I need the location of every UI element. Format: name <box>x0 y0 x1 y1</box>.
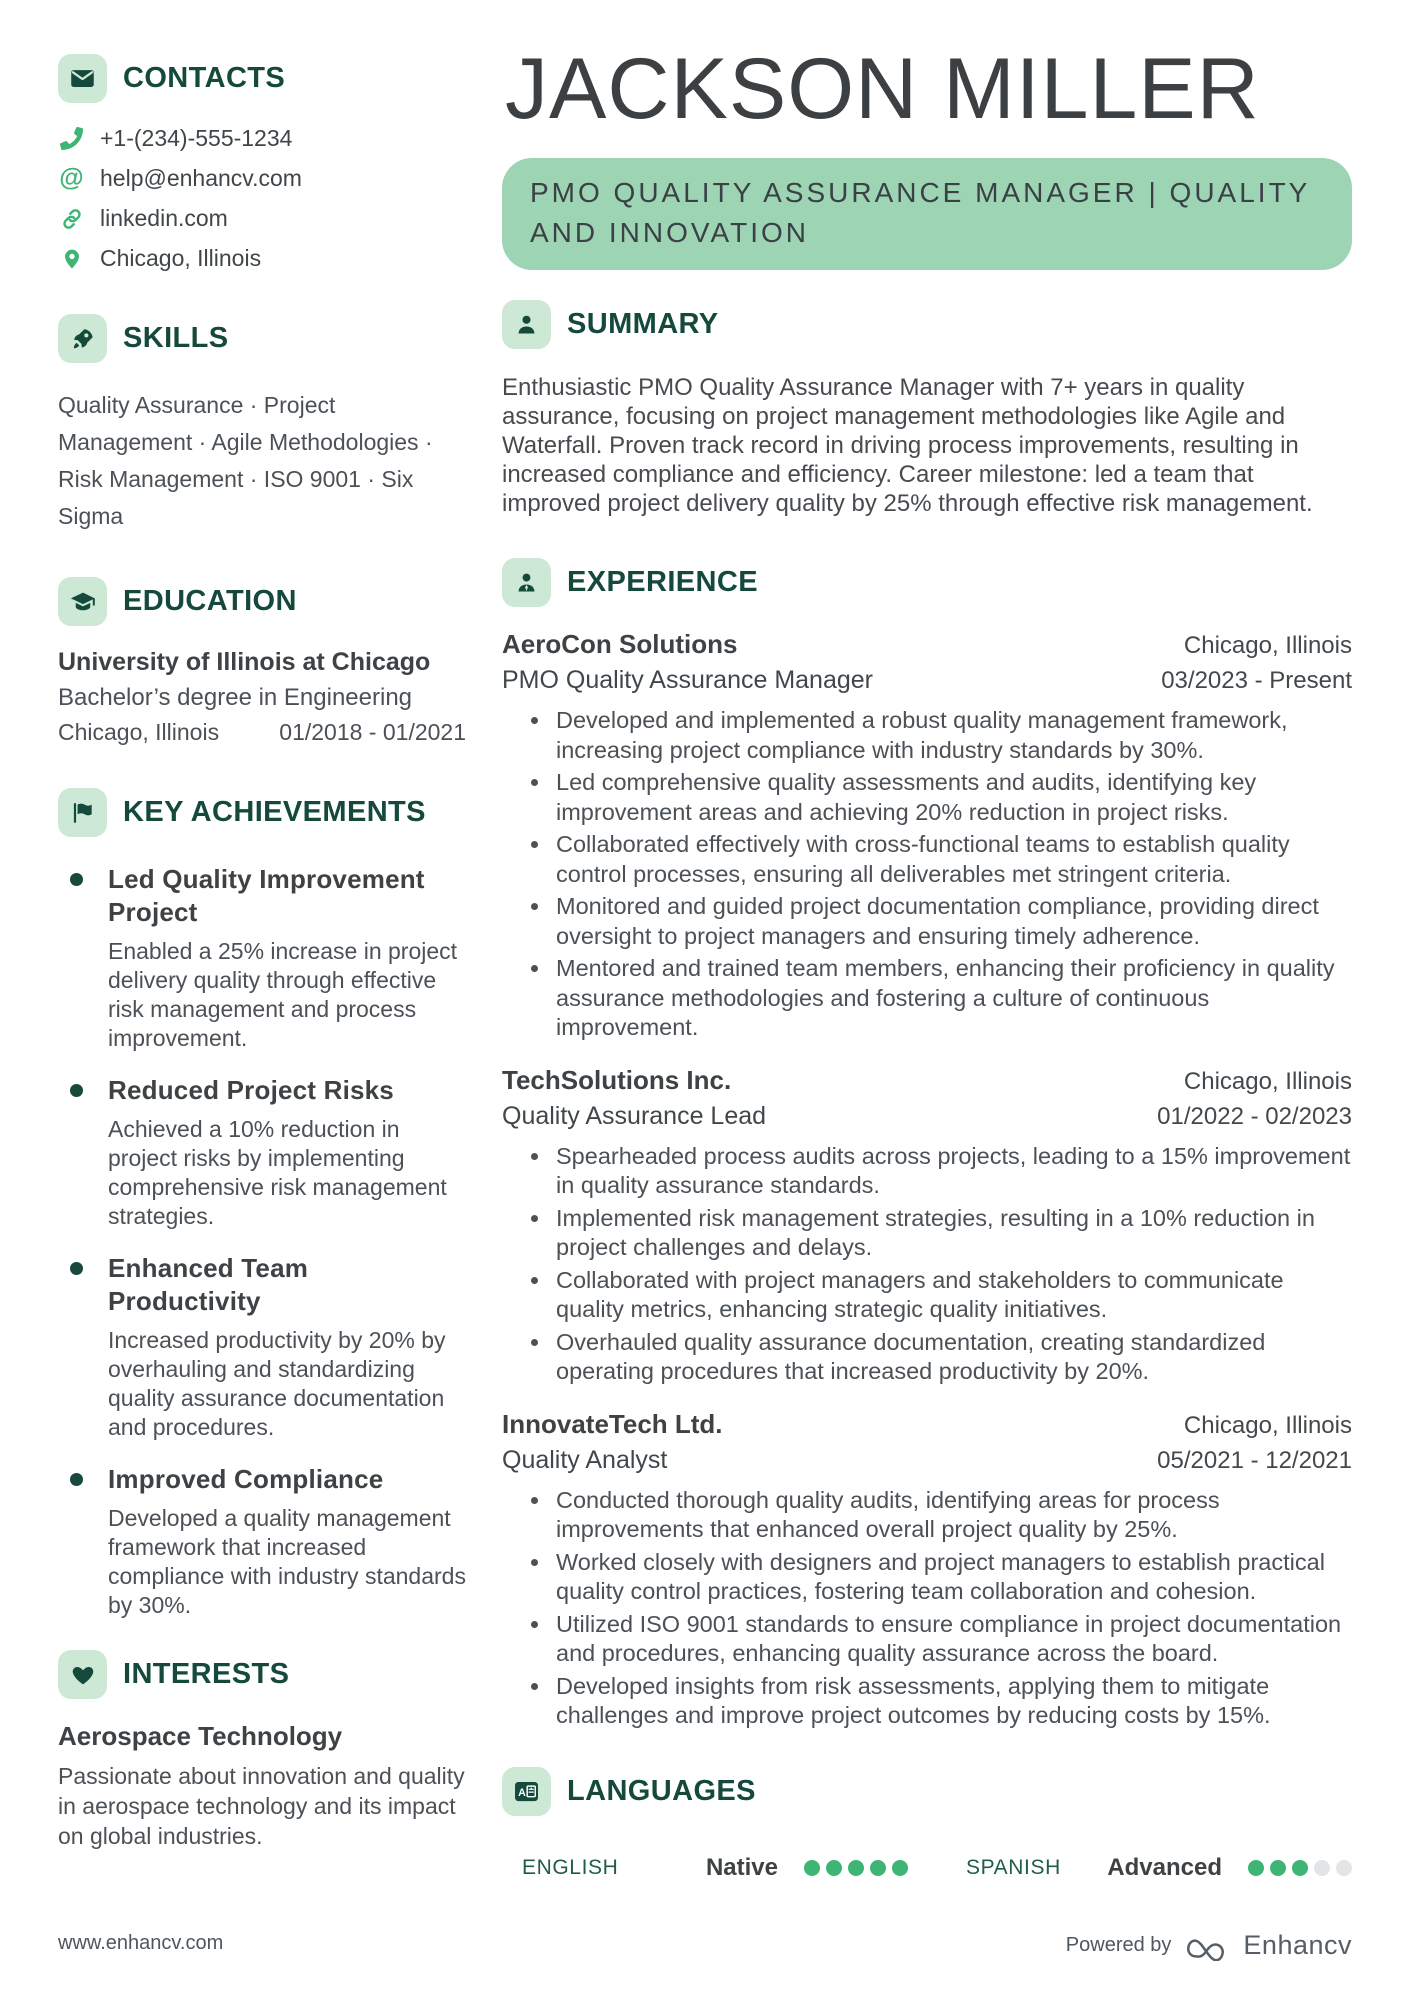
achievement-title: Improved Compliance <box>108 1464 384 1494</box>
enhancv-brand-text[interactable]: Enhancv <box>1243 1930 1352 1960</box>
language-proficiency-dots <box>804 1860 908 1876</box>
education-heading: EDUCATION <box>123 585 297 617</box>
footer-site-url[interactable]: www.enhancv.com <box>58 1932 224 1954</box>
rocket-icon <box>58 314 107 363</box>
interests-header <box>58 1650 466 1699</box>
summary-header <box>502 300 1352 349</box>
language-level: Advanced <box>1107 1853 1222 1881</box>
job-bullets <box>502 1486 1352 1731</box>
experience-heading: EXPERIENCE <box>567 566 758 598</box>
interests-heading: INTERESTS <box>123 1658 290 1690</box>
language-name: SPANISH <box>966 1855 1061 1879</box>
job-title-banner: PMO QUALITY ASSURANCE MANAGER | QUALITY AND INNOVATION <box>502 158 1352 270</box>
powered-by-label: Powered by <box>1065 1934 1172 1956</box>
contact-email[interactable] <box>58 165 466 192</box>
link-icon <box>58 207 85 231</box>
contact-location-text: Chicago, Illinois <box>100 245 262 271</box>
contact-email-text: help@enhancv.com <box>100 165 302 191</box>
achievements-list <box>58 863 466 1620</box>
location-icon <box>58 247 85 271</box>
job-role: PMO Quality Assurance Manager <box>502 666 873 694</box>
phone-icon <box>58 127 85 150</box>
job-location: Chicago, Illinois <box>1183 1067 1352 1095</box>
job-dates: 05/2021 - 12/2021 <box>1157 1446 1352 1474</box>
job-role: Quality Assurance Lead <box>502 1101 767 1130</box>
education-section <box>58 577 466 746</box>
languages-header <box>502 1767 1352 1816</box>
job-bullet: Led comprehensive quality assessments and audits, identifying key improvement areas and achieving 20% reduction in project risks. <box>502 768 1352 827</box>
contact-linkedin[interactable] <box>58 205 466 232</box>
sidebar <box>58 46 466 1995</box>
skills-text: Quality Assurance · Project Management · Agile Methodologies · Risk Management · ISO 9001 · Six Sigma <box>58 392 433 529</box>
heart-icon <box>58 1650 107 1699</box>
achievement-item <box>58 1463 466 1620</box>
job-company: InnovateTech Ltd. <box>502 1408 723 1439</box>
experience-header <box>502 558 1352 607</box>
job-location: Chicago, Illinois <box>1183 1411 1352 1439</box>
job-bullet: Implemented risk management strategies, resulting in a 10% reduction in project challenges and delays. <box>502 1204 1352 1263</box>
envelope-icon <box>58 54 107 103</box>
contacts-list <box>58 125 466 272</box>
job-bullets <box>502 1142 1352 1387</box>
job-entry <box>502 1065 1352 1387</box>
education-location: Chicago, Illinois <box>58 719 220 745</box>
achievements-heading: KEY ACHIEVEMENTS <box>123 796 426 828</box>
svg-text:A: A <box>518 1786 526 1799</box>
interest-text: Passionate about innovation and quality in aerospace technology and its impact on global industries. <box>58 1763 465 1849</box>
achievements-header <box>58 788 466 837</box>
achievement-item <box>58 863 466 1053</box>
experience-section <box>502 558 1352 1731</box>
achievement-text: Enabled a 25% increase in project delivery quality through effective risk management and process improvement. <box>108 938 458 1051</box>
languages-section <box>502 1767 1352 1882</box>
at-icon: @ <box>59 164 84 192</box>
job-bullet: Collaborated effectively with cross-functional teams to establish quality control processes, ensuring all deliverables met stringent criteria. <box>502 830 1352 889</box>
job-company: AeroCon Solutions <box>502 629 738 659</box>
achievement-text: Increased productivity by 20% by overhauling and standardizing quality assurance documentation and procedures. <box>108 1327 446 1440</box>
skills-section <box>58 314 466 535</box>
achievement-item <box>58 1252 466 1442</box>
enhancv-logo-icon <box>1184 1931 1230 1961</box>
job-role: Quality Analyst <box>502 1445 668 1474</box>
job-bullet: Developed and implemented a robust quality management framework, increasing project compliance with industry standards by 30%. <box>502 706 1352 765</box>
translate-icon <box>502 1767 551 1816</box>
contacts-section <box>58 54 466 272</box>
achievement-title: Led Quality Improvement Project <box>108 864 425 927</box>
job-bullet: Developed insights from risk assessments, applying them to mitigate challenges and improve project outcomes by reducing costs by 15%. <box>502 1672 1352 1731</box>
languages-heading: LANGUAGES <box>567 1774 756 1807</box>
job-bullet: Utilized ISO 9001 standards to ensure compliance in project documentation and procedures, enhancing quality assurance across the board. <box>502 1610 1352 1669</box>
education-header <box>58 577 466 626</box>
job-entry <box>502 629 1352 1043</box>
summary-text: Enthusiastic PMO Quality Assurance Manager with 7+ years in quality assurance, focusing on project management methodologies like Agile and Waterfall. Proven track record in driving process improvements, resulting in increased compliance and efficiency. Career milestone: led a team that improved project delivery quality by 25% through effective risk management. <box>502 374 1313 517</box>
education-dates: 01/2018 - 01/2021 <box>279 719 466 745</box>
job-bullets <box>502 706 1352 1043</box>
job-bullet: Worked closely with designers and project managers to establish practical quality control practices, fostering team collaboration and cohesion. <box>502 1548 1352 1607</box>
summary-section <box>502 300 1352 518</box>
job-bullet: Conducted thorough quality audits, identifying areas for process improvements that enhanced overall project quality by 25%. <box>502 1486 1352 1545</box>
contact-phone-text: +1-(234)-555-1234 <box>100 125 293 151</box>
achievements-section <box>58 788 466 1620</box>
language-proficiency-dots <box>1248 1860 1352 1876</box>
job-company: TechSolutions Inc. <box>502 1064 732 1095</box>
achievement-item <box>58 1074 466 1231</box>
language-name: ENGLISH <box>522 1855 619 1879</box>
job-bullet: Collaborated with project managers and stakeholders to communicate quality metrics, enhancing strategic quality initiatives. <box>502 1266 1352 1325</box>
language-entry <box>502 1854 908 1882</box>
job-dates: 03/2023 - Present <box>1161 667 1352 694</box>
footer-branding <box>1066 1930 1352 1961</box>
contacts-header <box>58 54 466 103</box>
interest-title: Aerospace Technology <box>58 1721 343 1751</box>
job-bullet: Spearheaded process audits across projects, leading to a 15% improvement in quality assurance standards. <box>502 1142 1352 1201</box>
skills-header <box>58 314 466 363</box>
achievement-title: Enhanced Team Productivity <box>108 1253 309 1316</box>
main-content <box>502 41 1352 1995</box>
graduation-cap-icon <box>58 577 107 626</box>
achievement-title: Reduced Project Risks <box>108 1075 394 1105</box>
achievement-text: Developed a quality management framework that increased compliance with industry standards by 30%. <box>108 1505 466 1618</box>
language-level: Native <box>705 1853 778 1881</box>
user-tie-icon <box>502 558 551 607</box>
person-name: JACKSON MILLER <box>505 41 1260 137</box>
job-bullet: Mentored and trained team members, enhancing their proficiency in quality assurance methodologies and fostering a culture of continuous improvement. <box>502 954 1352 1043</box>
contacts-heading: CONTACTS <box>123 62 286 94</box>
contact-linkedin-text: linkedin.com <box>100 205 228 231</box>
education-degree: Bachelor’s degree in Engineering <box>58 684 413 711</box>
education-school: University of Illinois at Chicago <box>58 648 431 676</box>
job-bullet: Monitored and guided project documentation compliance, providing direct oversight to project managers and ensuring timely adherence. <box>502 892 1352 951</box>
job-entry <box>502 1409 1352 1731</box>
achievement-text: Achieved a 10% reduction in project risks by implementing comprehensive risk management strategies. <box>108 1116 447 1229</box>
summary-heading: SUMMARY <box>567 308 719 340</box>
job-location: Chicago, Illinois <box>1183 632 1352 659</box>
flag-icon <box>58 788 107 837</box>
interests-section <box>58 1650 466 1851</box>
education-meta <box>58 719 466 746</box>
skills-heading: SKILLS <box>123 322 229 354</box>
language-entry <box>946 1854 1352 1882</box>
user-icon <box>502 300 551 349</box>
contact-location <box>58 245 466 272</box>
languages-list <box>502 1854 1352 1882</box>
job-bullet: Overhauled quality assurance documentation, creating standardized operating procedures that increased productivity by 20%. <box>502 1328 1352 1387</box>
contact-phone[interactable] <box>58 125 466 152</box>
job-dates: 01/2022 - 02/2023 <box>1157 1102 1352 1130</box>
